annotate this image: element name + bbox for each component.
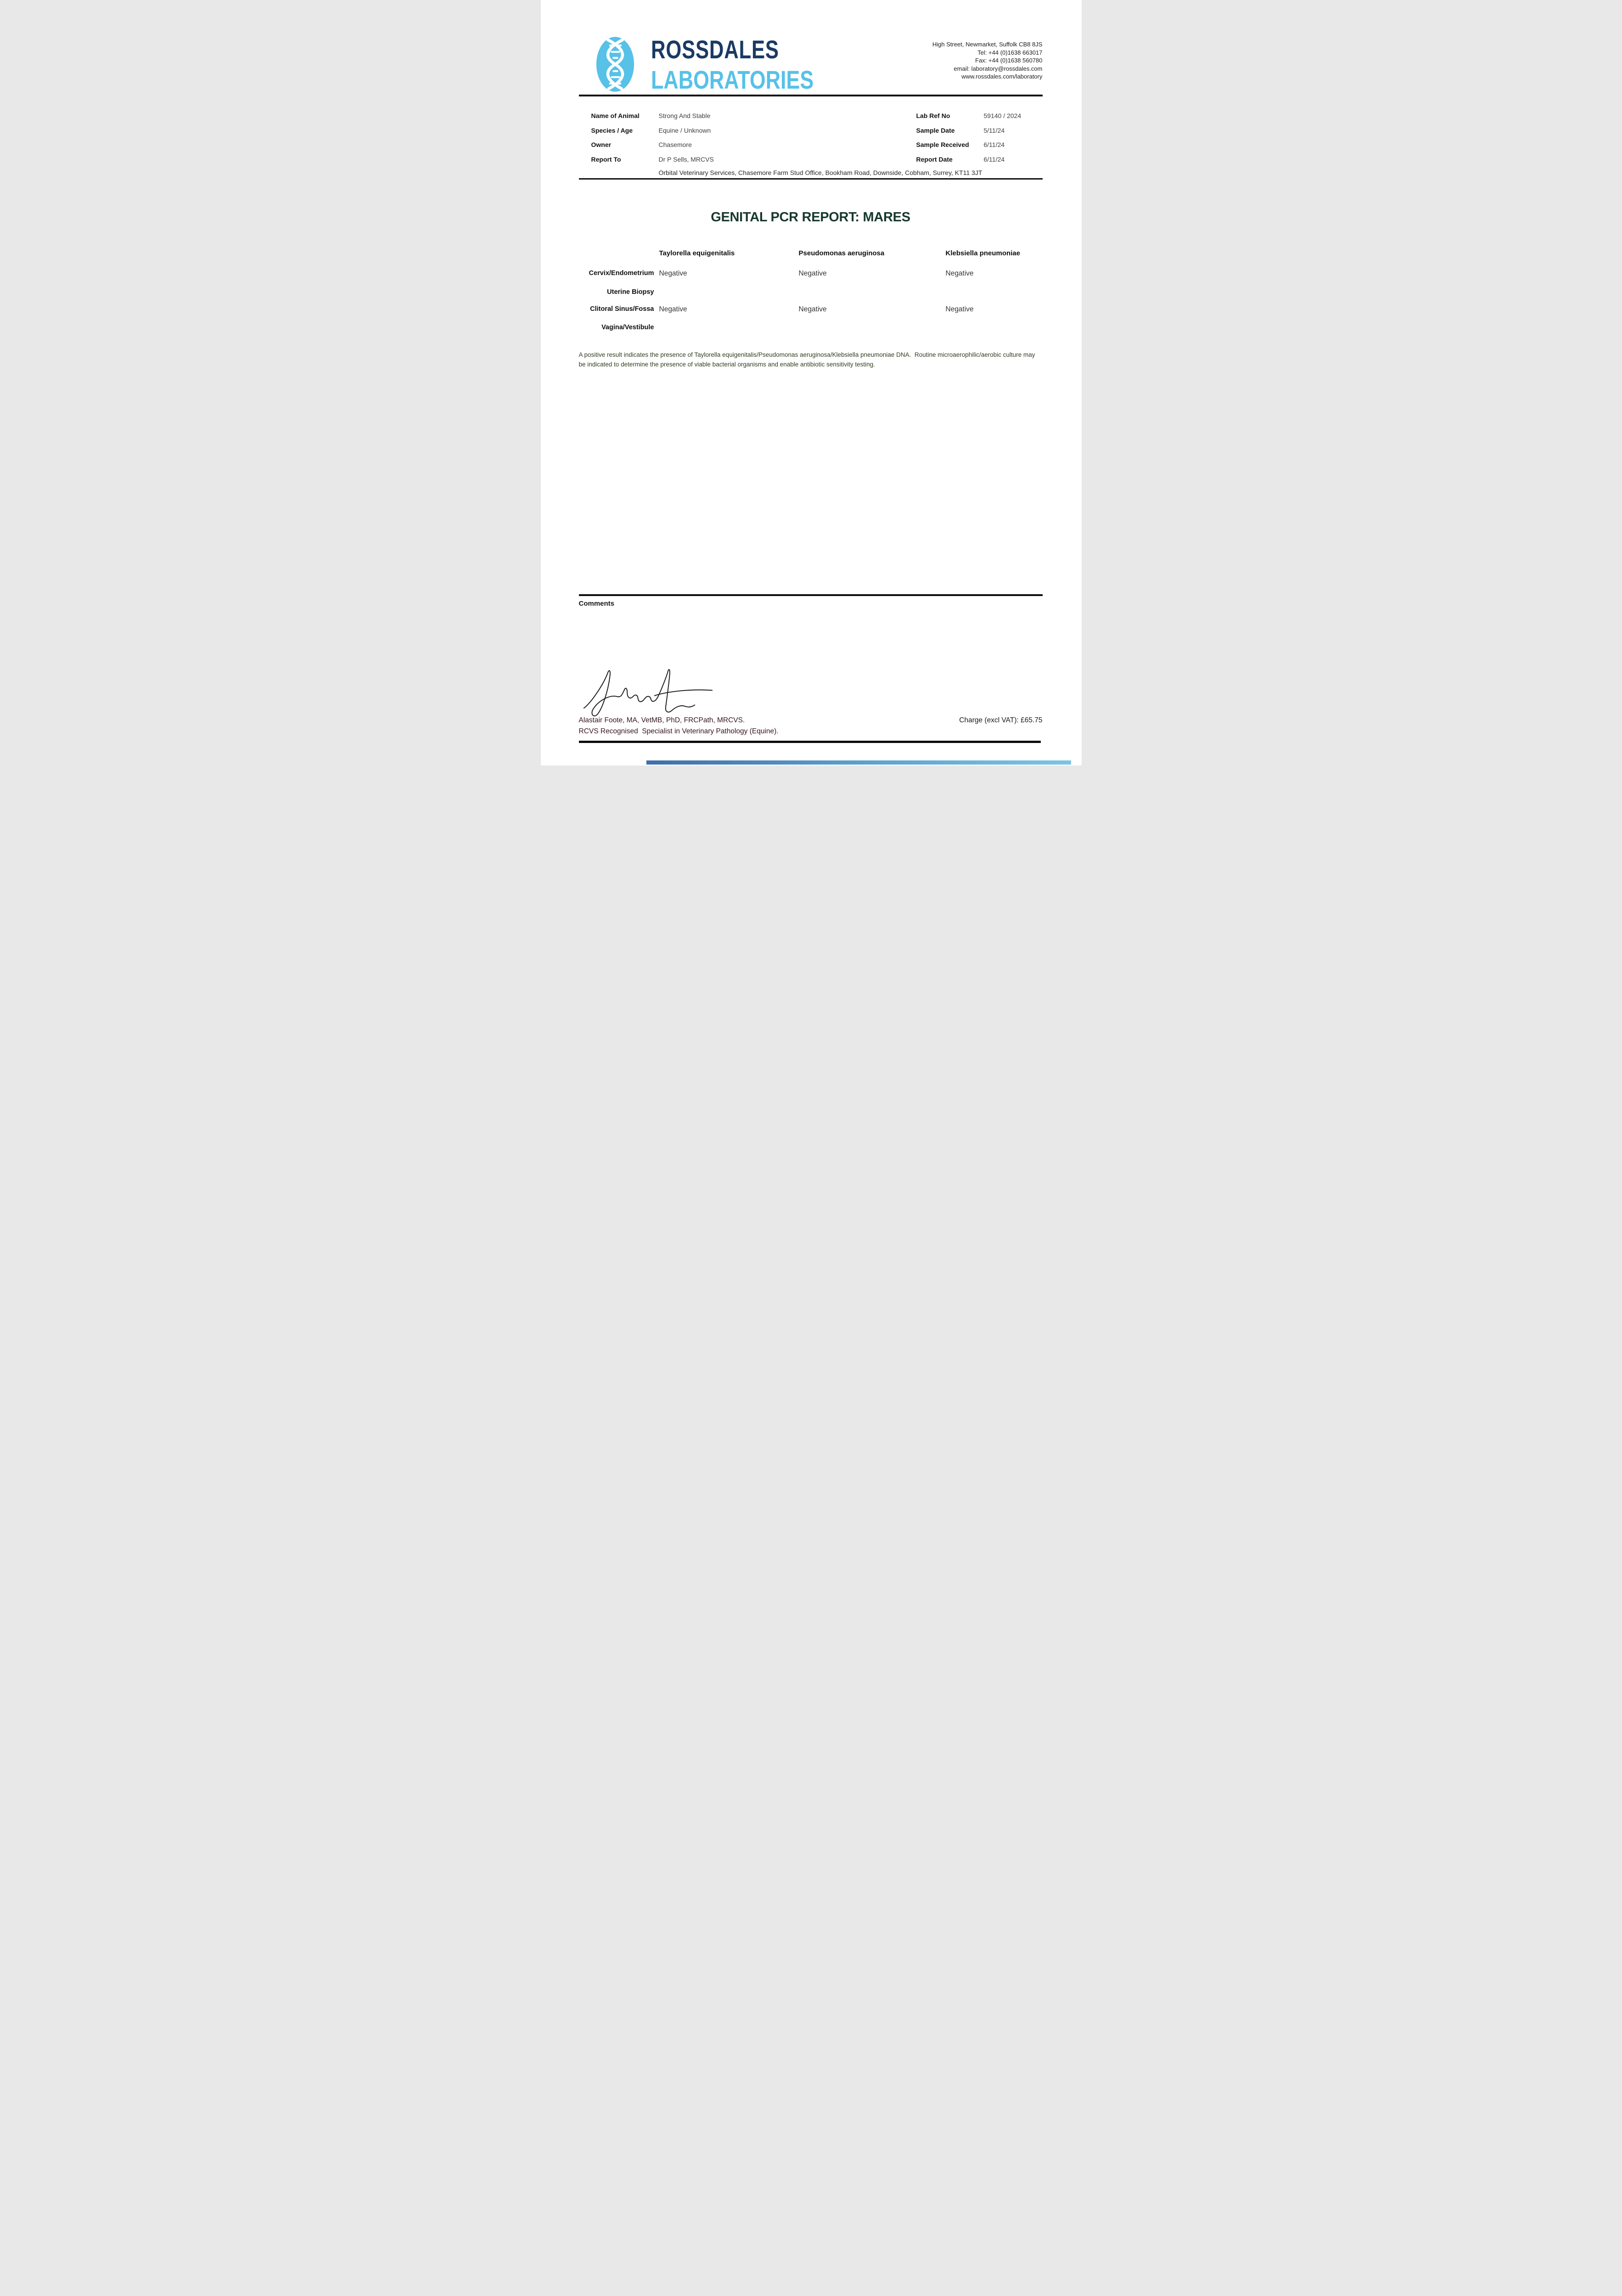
column-header: Pseudomonas aeruginosa bbox=[798, 249, 885, 257]
footer-divider bbox=[579, 741, 1041, 743]
details-left-column bbox=[591, 112, 885, 170]
table-row bbox=[579, 288, 1043, 305]
detail-row bbox=[591, 141, 885, 156]
detail-row bbox=[591, 127, 885, 141]
lab-report-page bbox=[541, 0, 1082, 765]
result-cell: Negative bbox=[798, 305, 827, 313]
detail-label: Report To bbox=[591, 155, 621, 163]
result-cell: Negative bbox=[798, 270, 827, 277]
logo-wordmark-rossdales: ROSSDALES bbox=[651, 35, 779, 64]
detail-label: Species / Age bbox=[591, 126, 633, 134]
detail-row bbox=[916, 127, 1045, 141]
row-label: Cervix/Endometrium bbox=[589, 270, 654, 277]
results-header-row bbox=[579, 249, 1043, 270]
result-cell: Negative bbox=[659, 305, 687, 313]
detail-value: 6/11/24 bbox=[983, 141, 1005, 149]
row-label: Vagina/Vestibule bbox=[601, 324, 654, 331]
interpretation-note: A positive result indicates the presence of Taylorella equigenitalis/Pseudomonas aeruginosa/Klebsiella pneumoniae DNA. Routine microaerophilic/aerobic culture may be indicated to determine the presence of viable bacterial organisms and enable antibiotic sensitivity testing. bbox=[578, 351, 1037, 368]
detail-value: Dr P Sells, MRCVS bbox=[658, 155, 714, 163]
detail-label: Report Date bbox=[916, 155, 953, 163]
detail-label: Sample Date bbox=[916, 126, 955, 134]
detail-value: Equine / Unknown bbox=[658, 126, 711, 134]
logo-wordmark-laboratories: LABORATORIES bbox=[651, 65, 814, 94]
detail-row bbox=[916, 112, 1045, 127]
detail-value: 5/11/24 bbox=[983, 126, 1005, 134]
charge-amount: Charge (excl VAT): £65.75 bbox=[959, 716, 1043, 724]
comments-divider bbox=[579, 594, 1043, 596]
table-row bbox=[579, 270, 1043, 288]
signatory-title: RCVS Recognised Specialist in Veterinary Pathology (Equine). bbox=[578, 727, 779, 735]
lab-address: High Street, Newmarket, Suffolk CB8 8JS bbox=[932, 41, 1043, 48]
dna-helix-logo-icon bbox=[596, 36, 634, 93]
table-row bbox=[579, 324, 1043, 342]
detail-row bbox=[916, 141, 1045, 156]
details-divider bbox=[579, 178, 1043, 180]
signatory-name: Alastair Foote, MA, VetMB, PhD, FRCPath, MRCVS. bbox=[578, 716, 745, 724]
column-header: Klebsiella pneumoniae bbox=[945, 249, 1021, 257]
detail-label: Sample Received bbox=[916, 141, 969, 149]
detail-label: Lab Ref No bbox=[916, 112, 950, 119]
table-row bbox=[579, 305, 1043, 324]
detail-value: Chasemore bbox=[658, 141, 692, 149]
detail-row bbox=[916, 156, 1045, 170]
detail-value: 6/11/24 bbox=[983, 155, 1005, 163]
detail-value: Strong And Stable bbox=[658, 112, 711, 119]
comments-heading: Comments bbox=[578, 600, 615, 608]
detail-value: 59140 / 2024 bbox=[983, 112, 1021, 119]
lab-fax: Fax: +44 (0)1638 560780 bbox=[975, 57, 1043, 64]
row-label: Clitoral Sinus/Fossa bbox=[590, 305, 654, 313]
detail-label: Name of Animal bbox=[591, 112, 640, 119]
detail-row bbox=[591, 112, 885, 127]
bottom-accent-bar bbox=[646, 760, 1071, 765]
row-label: Uterine Biopsy bbox=[607, 288, 654, 296]
detail-label: Owner bbox=[591, 141, 612, 149]
result-cell: Negative bbox=[945, 305, 974, 313]
result-cell: Negative bbox=[659, 270, 687, 277]
detail-row bbox=[591, 156, 885, 170]
report-to-address: Orbital Veterinary Services, Chasemore Farm Stud Office, Bookham Road, Downside, Cobham, Surrey, KT11 3JT bbox=[658, 169, 982, 176]
lab-tel: Tel: +44 (0)1638 663017 bbox=[977, 49, 1043, 56]
lab-website: www.rossdales.com/laboratory bbox=[961, 73, 1043, 80]
lab-contact-block bbox=[932, 40, 1043, 81]
lab-email: email: laboratory@rossdales.com bbox=[954, 65, 1043, 72]
results-table bbox=[579, 249, 1043, 342]
details-right-column bbox=[916, 112, 1045, 170]
header-divider bbox=[579, 95, 1043, 96]
column-header: Taylorella equigenitalis bbox=[659, 249, 735, 257]
result-cell: Negative bbox=[945, 270, 974, 277]
signature-image bbox=[581, 667, 715, 721]
report-title: GENITAL PCR REPORT: MARES bbox=[711, 210, 910, 225]
